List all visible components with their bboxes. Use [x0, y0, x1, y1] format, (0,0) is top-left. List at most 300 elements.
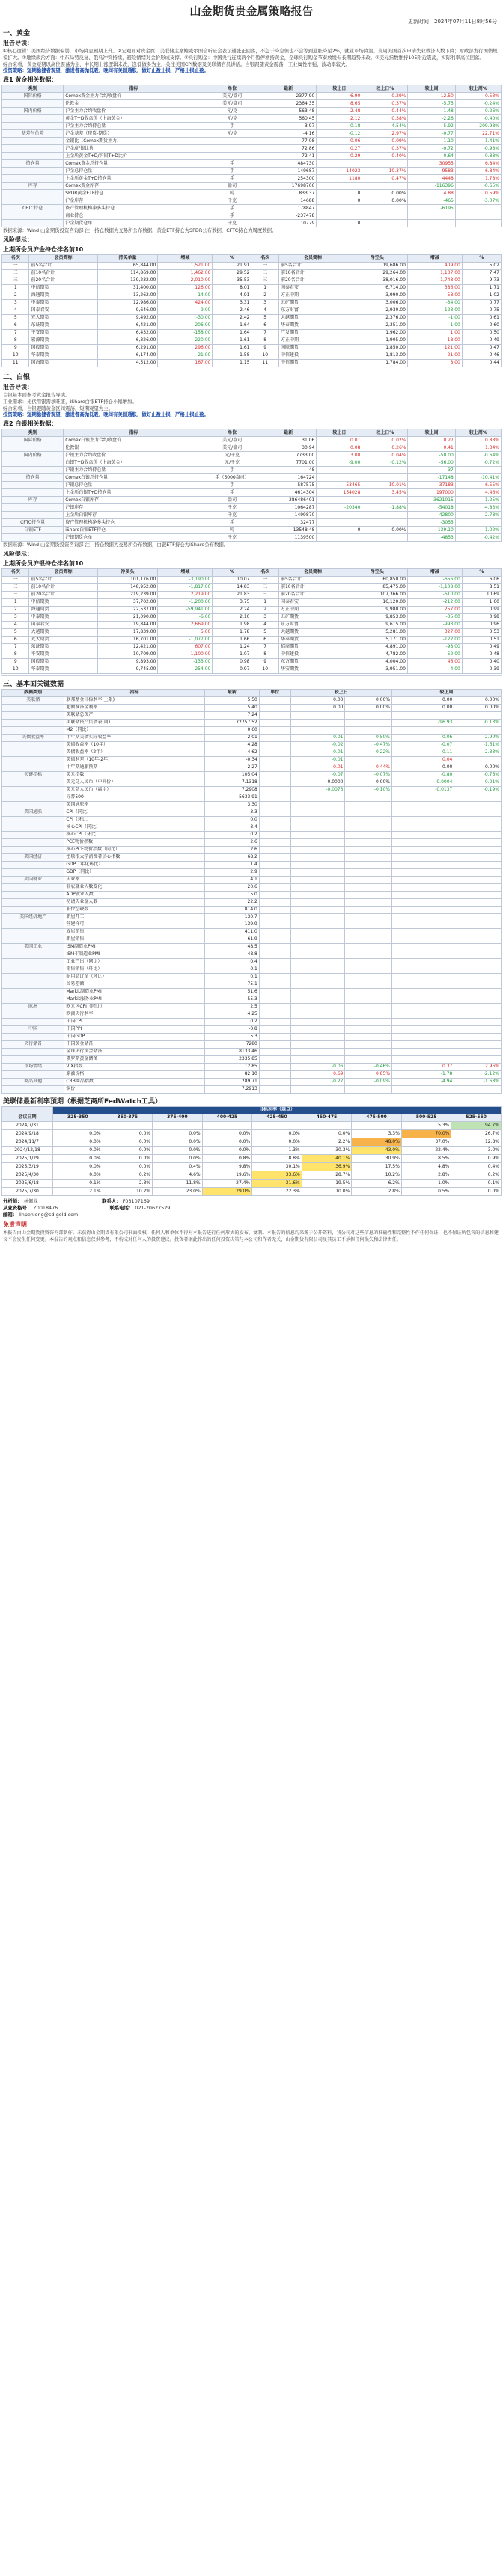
gold-cell-d1: [317, 212, 362, 220]
silver-guide-title: 报告导读：: [3, 383, 33, 390]
gold-rank-cell: 宏源期货: [29, 337, 97, 344]
gold-cell-w1p: -0.24%: [455, 100, 501, 108]
gold-rank-cell: -206.00: [158, 322, 213, 329]
macro-cell-unit: [259, 973, 290, 981]
silver-row: [2, 489, 502, 497]
gold-cell-d1p: 0.44%: [362, 108, 408, 115]
gold-cell-d1p: [362, 212, 408, 220]
gold-guide-title: 报告导读：: [3, 40, 33, 46]
silver-cell-w1p: 1.34%: [455, 444, 501, 452]
macro-row: [2, 936, 502, 943]
macro-cell-d1p: 0.85%: [345, 1070, 392, 1078]
fw-prob-cell: [53, 1121, 103, 1129]
fw-prob-cell: 3.0%: [451, 1146, 502, 1154]
silver-cell-unit: 吨: [204, 527, 260, 534]
silver-cell-unit: 美元/盎司: [204, 437, 260, 444]
gold-rank-h-vol: 持买单量: [97, 254, 158, 262]
gold-rank-cell: 386.00: [407, 284, 462, 292]
macro-cell-cat: [2, 921, 64, 928]
gold-rank-cell: 3: [252, 299, 278, 307]
silver-h-last: 最新: [260, 429, 317, 437]
macro-cell-unit: [259, 936, 290, 943]
gold-cell-d1p: 10.37%: [362, 168, 408, 175]
gold-cell-last: 3.97: [260, 123, 317, 130]
macro-cell-unit: [259, 988, 290, 996]
macro-cell-w1: [392, 1011, 454, 1018]
macro-cell-d1: [290, 958, 345, 966]
macro-row: [2, 876, 502, 883]
gold-rank-cell: 0.49: [462, 337, 501, 344]
gold-cell-w1: -5.75: [408, 100, 455, 108]
gold-cell-w1: -1.10: [408, 138, 455, 145]
cert-id: Z0018476: [33, 1204, 58, 1211]
silver-cell-d1p: [362, 519, 408, 527]
gold-rank-h-rank2: 名次: [252, 254, 278, 262]
silver-rank-cell: 3: [2, 613, 29, 621]
fw-prob-cell: 0.0%: [451, 1187, 502, 1195]
gold-cell-d1p: 0.38%: [362, 115, 408, 123]
macro-cell-w1: -4.94: [392, 1078, 454, 1085]
macro-cell-cat: [2, 928, 64, 936]
macro-cell-w1p: [454, 809, 502, 816]
silver-cell-d1: -20340: [317, 504, 362, 512]
gold-rank-cell: 31,400.00: [97, 284, 158, 292]
contact-label: 联系人：: [102, 1197, 121, 1204]
macro-row: [2, 786, 502, 794]
gold-cell-d1p: [362, 220, 408, 227]
silver-rank-cell: 0.53: [462, 628, 501, 636]
macro-cell-d1p: [345, 996, 392, 1003]
silver-cell-unit: 手: [204, 482, 260, 489]
macro-cell-cat: [2, 1048, 64, 1055]
gold-rank-cell: 大越期货: [278, 314, 347, 322]
silver-rank-cell: -6.00: [158, 613, 213, 621]
gold-row: [2, 197, 502, 205]
silver-rank-cell: 东证期货: [29, 643, 97, 651]
silver-h-d1: 较上日: [317, 429, 362, 437]
macro-cell-unit: [259, 1040, 290, 1048]
gold-cell-unit: 千克: [204, 197, 260, 205]
macro-cell-last: 68.2: [204, 853, 259, 861]
macro-cell-unit: [259, 764, 290, 771]
fw-prob-cell: 0.0%: [53, 1146, 103, 1154]
macro-cell-d1p: [345, 816, 392, 824]
gold-h-d1: 较上日: [317, 85, 362, 93]
silver-rank-cell: 前10名合计: [278, 583, 347, 591]
report-title: 山金期货贵金属策略报告: [189, 4, 314, 18]
macro-cell-last: 2335.85: [204, 1055, 259, 1063]
gold-cell-cat: [2, 138, 64, 145]
macro-cell-d1: 0.00: [290, 696, 345, 704]
macro-cell-unit: [259, 809, 290, 816]
macro-cell-w1: [392, 838, 454, 846]
macro-cell-w1: -0.11: [392, 749, 454, 756]
silver-cell-w1p: -1.25%: [455, 497, 501, 504]
gold-rank-cell: 1,521.00: [158, 262, 213, 269]
fw-prob-cell: 0.4%: [153, 1162, 203, 1171]
fw-date: 2025/7/30: [2, 1187, 53, 1195]
macro-cell-unit: [259, 853, 290, 861]
fw-prob-cell: 1.3%: [252, 1146, 302, 1154]
silver-rank-cell: 东方财富: [278, 621, 347, 628]
macro-cell-last: 2.9: [204, 868, 259, 876]
macro-cell-d1: [290, 816, 345, 824]
silver-cell-cat: [2, 444, 64, 452]
macro-cell-unit: [259, 966, 290, 973]
fw-prob-cell: 40.1%: [302, 1154, 352, 1162]
silver-cell-d1p: [362, 512, 408, 519]
fw-prob-cell: 1.0%: [401, 1179, 451, 1187]
macro-cell-cat: [2, 846, 64, 853]
silver-cell-unit: 手: [204, 489, 260, 497]
fw-prob-cell: 0.0%: [252, 1129, 302, 1138]
email-address[interactable]: linpenlong@sd-gold.com: [19, 1211, 79, 1218]
silver-rank-row: [2, 628, 502, 636]
macro-cell-name: 非农就业人数变化: [64, 883, 205, 891]
macro-cell-d1: [290, 981, 345, 988]
silver-cell-name: Comex白银库存: [64, 497, 204, 504]
silver-rank-cell: 2,669.00: [158, 621, 213, 628]
silver-cell-w1: 0.27: [408, 437, 455, 444]
gold-rank-title: 上期所会员沪金持仓排名前10: [3, 245, 84, 253]
macro-row: [2, 756, 502, 764]
gold-row: [2, 138, 502, 145]
fw-h-2: 350-375: [103, 1114, 153, 1121]
silver-rank-cell: 0.99: [462, 606, 501, 613]
gold-cell-d1: 8.65: [317, 100, 362, 108]
gold-rank-cell: 2,010.00: [158, 277, 213, 284]
gold-cell-name: 金银比（Comex期货主力）: [64, 138, 204, 145]
macro-cell-cat: [2, 749, 64, 756]
macro-cell-unit: [259, 958, 290, 966]
gold-rank-cell: 一: [2, 262, 29, 269]
silver-cell-last: 7733.00: [260, 452, 317, 459]
gold-rank-cell: 9,646.00: [97, 307, 158, 314]
macro-cell-w1: [392, 958, 454, 966]
silver-h-w1: 较上周: [408, 429, 455, 437]
gold-cell-cat: [2, 153, 64, 160]
gold-cell-name: 沪金/沪银比价: [64, 145, 204, 153]
gold-cell-cat: 持仓量: [2, 160, 64, 168]
macro-cell-w1p: [454, 973, 502, 981]
gold-row: [2, 220, 502, 227]
gold-cell-d1p: 0.37%: [362, 145, 408, 153]
macro-cell-unit: [259, 824, 290, 831]
gold-cell-name: 沪金主力合约持仓量: [64, 123, 204, 130]
macro-cell-d1: [290, 711, 345, 719]
fw-prob-cell: 0.1%: [451, 1179, 502, 1187]
macro-cell-last: 0.1: [204, 973, 259, 981]
gold-rank-row: [2, 344, 502, 352]
macro-cell-w1p: [454, 846, 502, 853]
silver-rank-cell: 二: [2, 583, 29, 591]
silver-cell-w1p: -0.64%: [455, 452, 501, 459]
macro-cell-w1p: -0.13%: [454, 719, 502, 726]
macro-cell-w1: [392, 809, 454, 816]
silver-cell-name: 白银T+D收盘价（上海黄金）: [64, 459, 204, 467]
macro-cell-cat: [2, 816, 64, 824]
macro-cell-w1p: [454, 831, 502, 838]
gold-cell-d1p: 0.09%: [362, 138, 408, 145]
silver-cell-d1p: 0.02%: [362, 437, 408, 444]
macro-cell-w1: -0.0137: [392, 786, 454, 794]
silver-rank-cell: 17,839.00: [97, 628, 158, 636]
gold-rank-cell: 1,813.00: [347, 352, 408, 359]
macro-row: [2, 1025, 502, 1033]
macro-cell-name: 铜价: [64, 1085, 205, 1093]
fw-prob-cell: 33.6%: [252, 1171, 302, 1179]
macro-cell-last: 2.6: [204, 838, 259, 846]
gold-rank-cell: 2.42: [213, 314, 252, 322]
fw-prob-cell: 0.8%: [202, 1154, 252, 1162]
macro-cell-w1p: [454, 794, 502, 801]
gold-cell-d1p: 0.00%: [362, 190, 408, 197]
silver-row: [2, 527, 502, 534]
fw-prob-cell: 22.3%: [252, 1187, 302, 1195]
macro-cell-d1: [290, 891, 345, 898]
gold-rank-row: [2, 277, 502, 284]
gold-rank-row: [2, 292, 502, 299]
gold-rank-cell: 21.00: [407, 352, 462, 359]
gold-rank-cell: 2: [252, 292, 278, 299]
gold-cell-d1p: 0.37%: [362, 100, 408, 108]
macro-cell-cat: 美联储: [2, 696, 64, 704]
fw-h-5: 425-450: [252, 1114, 302, 1121]
gold-rank-cell: 126.00: [158, 284, 213, 292]
macro-cell-unit: [259, 951, 290, 958]
macro-cell-name: 工业产出（同比）: [64, 958, 205, 966]
gold-cell-last: 833.37: [260, 190, 317, 197]
silver-rank-cell: 607.00: [158, 643, 213, 651]
gold-cell-w1p: -1.41%: [455, 138, 501, 145]
macro-cell-w1p: -0.01%: [454, 779, 502, 786]
fw-prob-cell: 11.8%: [153, 1179, 203, 1187]
gold-cell-unit: 手: [204, 168, 260, 175]
silver-guide-2: 工业需求：光伏用银需求旺盛，iShare白银ETF持仓小幅增加。: [3, 398, 137, 405]
macro-cell-w1: 0.04: [392, 756, 454, 764]
macro-cell-unit: [259, 816, 290, 824]
macro-cell-d1: [290, 913, 345, 921]
silver-rank-cell: 0.40: [462, 658, 501, 666]
gold-cell-d1p: 0.40%: [362, 153, 408, 160]
macro-cell-unit: [259, 726, 290, 734]
silver-rank-cell: 2.10: [213, 613, 252, 621]
silver-rank-cell: 9,853.00: [347, 613, 408, 621]
gold-rank-cell: 广发期货: [278, 329, 347, 337]
macro-cell-d1p: [345, 943, 392, 951]
silver-rank-cell: 2: [252, 606, 278, 613]
gold-cell-cat: 库存: [2, 183, 64, 190]
macro-cell-w1: [392, 996, 454, 1003]
macro-cell-d1: -0.01: [290, 734, 345, 741]
macro-cell-name: Markit服务业PMI: [64, 996, 205, 1003]
macro-cell-d1p: [345, 726, 392, 734]
gold-rank-cell: -220.00: [158, 337, 213, 344]
macro-cell-w1p: [454, 1048, 502, 1055]
gold-cell-cat: [2, 212, 64, 220]
macro-cell-w1: [392, 1018, 454, 1025]
silver-rank-cell: 85,475.00: [347, 583, 408, 591]
gold-rank-cell: 五矿期货: [278, 299, 347, 307]
gold-cell-unit: 元/克: [204, 108, 260, 115]
silver-rank-cell: 4,782.00: [347, 651, 408, 658]
silver-rank-h-long: 净多头: [97, 568, 158, 576]
macro-cell-last: 2.6: [204, 846, 259, 853]
macro-cell-w1p: -0.19%: [454, 786, 502, 794]
macro-cell-w1p: -0.76%: [454, 771, 502, 779]
silver-cell-d1p: 0.00%: [362, 527, 408, 534]
macro-h-cat: 数据类别: [2, 689, 64, 696]
macro-cell-last: 72757.52: [204, 719, 259, 726]
gold-cell-last: -237478: [260, 212, 317, 220]
silver-row: [2, 452, 502, 459]
fw-h-6: 450-475: [302, 1114, 352, 1121]
silver-cell-w1p: 0.88%: [455, 437, 501, 444]
macro-cell-name: 欧洲央行利率: [64, 1011, 205, 1018]
fw-prob-cell: 0.0%: [302, 1129, 352, 1138]
gold-rank-cell: 3,006.00: [347, 299, 408, 307]
silver-cell-d1p: [362, 474, 408, 482]
gold-cell-d1: -0.18: [317, 123, 362, 130]
macro-cell-name: 成屋销售: [64, 928, 205, 936]
gold-rank-cell: 8.01: [213, 284, 252, 292]
macro-cell-d1p: [345, 876, 392, 883]
gold-rank-cell: 1,137.00: [407, 269, 462, 277]
macro-cell-cat: [2, 883, 64, 891]
gold-rank-cell: 9: [252, 344, 278, 352]
silver-rank-cell: 4,891.00: [347, 643, 408, 651]
gold-cell-name: 伦敦金: [64, 100, 204, 108]
fw-prob-cell: 31.6%: [252, 1179, 302, 1187]
gold-cell-d1p: -4.54%: [362, 123, 408, 130]
fw-prob-cell: 30.3%: [302, 1146, 352, 1154]
macro-cell-name: 中国PPI: [64, 1025, 205, 1033]
macro-cell-last: 0.4: [204, 958, 259, 966]
macro-cell-w1: [392, 1025, 454, 1033]
silver-rank-cell: 二: [252, 583, 278, 591]
gold-rank-cell: -1.00: [407, 322, 462, 329]
gold-rank-cell: 1.02: [462, 292, 501, 299]
macro-cell-cat: [2, 726, 64, 734]
macro-cell-d1: -0.01: [290, 749, 345, 756]
gold-rank-cell: 东方财富: [278, 307, 347, 314]
macro-cell-d1p: [345, 966, 392, 973]
gold-cell-unit: 手: [204, 123, 260, 130]
macro-cell-name: CPI（环比）: [64, 816, 205, 824]
silver-cell-cat: 库存: [2, 497, 64, 504]
macro-cell-name: 美联储总资产: [64, 711, 205, 719]
macro-cell-d1: [290, 1018, 345, 1025]
silver-rank-cell: 0.49: [462, 643, 501, 651]
gold-cell-d1: 0: [317, 190, 362, 197]
macro-cell-unit: [259, 1025, 290, 1033]
gold-guide-2: 综合来看，黄金短期以高位震荡为主，中长期上涨逻辑未改，逢低做多为主，关注美国CPI数据及美联储官员讲话。白银跟随黄金震荡，工业属性增强，波动率较大。: [3, 61, 350, 67]
macro-cell-w1p: [454, 816, 502, 824]
macro-cell-d1p: 0.44%: [345, 764, 392, 771]
silver-rank-cell: 5: [2, 628, 29, 636]
macro-cell-last: 3.3: [204, 809, 259, 816]
macro-cell-d1p: [345, 756, 392, 764]
gold-rank-cell: 1,784.00: [347, 359, 408, 367]
macro-cell-w1p: [454, 1018, 502, 1025]
gold-rank-cell: 0.75: [462, 307, 501, 314]
macro-cell-name: VIX指数: [64, 1063, 205, 1070]
fw-prob-cell: 2.3%: [103, 1179, 153, 1187]
gold-rank-cell: -14.00: [158, 292, 213, 299]
macro-row: [2, 898, 502, 906]
macro-cell-w1p: [454, 1003, 502, 1011]
gold-rank-cell: 国海期货: [29, 359, 97, 367]
macro-row: [2, 779, 502, 786]
macro-cell-w1p: [454, 868, 502, 876]
macro-cell-d1p: [345, 913, 392, 921]
macro-row: [2, 906, 502, 913]
gold-cell-last: 10779: [260, 220, 317, 227]
macro-cell-d1p: [345, 838, 392, 846]
gold-cell-cat: [2, 145, 64, 153]
silver-cell-w1p: [455, 519, 501, 527]
gold-rank-cell: 10: [252, 352, 278, 359]
gold-cell-name: 沪金主力合约收盘价: [64, 108, 204, 115]
macro-cell-cat: [2, 951, 64, 958]
macro-data-table: [1, 689, 502, 1094]
macro-cell-d1p: [345, 1025, 392, 1033]
macro-cell-w1p: [454, 876, 502, 883]
macro-cell-cat: [2, 1033, 64, 1040]
macro-cell-unit: [259, 891, 290, 898]
macro-cell-cat: [2, 973, 64, 981]
fw-prob-cell: 23.0%: [153, 1187, 203, 1195]
macro-cell-d1: 0.01: [290, 764, 345, 771]
silver-cell-last: 31.06: [260, 437, 317, 444]
macro-cell-last: 8133.46: [204, 1048, 259, 1055]
fw-prob-cell: 10.0%: [302, 1187, 352, 1195]
gold-rank-h-chg2: 增减: [407, 254, 462, 262]
macro-cell-w1: [392, 1085, 454, 1093]
fw-prob-cell: 48.0%: [352, 1138, 402, 1146]
macro-cell-w1p: -2.90%: [454, 734, 502, 741]
gold-cell-cat: 基差与价差: [2, 130, 64, 138]
email-label: 邮箱：: [3, 1211, 18, 1218]
gold-rank-cell: 1.61: [213, 344, 252, 352]
silver-rank-cell: 前10名合计: [29, 583, 97, 591]
gold-rank-cell: 华泰期货: [29, 352, 97, 359]
macro-cell-d1p: [345, 921, 392, 928]
macro-cell-d1: [290, 868, 345, 876]
gold-rank-cell: 9.73: [462, 277, 501, 284]
gold-cell-name: 上金所黄金T+D持仓量: [64, 175, 204, 183]
macro-cell-unit: [259, 741, 290, 749]
gold-cell-w1p: 22.71%: [455, 130, 501, 138]
macro-cell-w1: [392, 1055, 454, 1063]
gold-rank-row: [2, 329, 502, 337]
fw-prob-cell: 17.5%: [352, 1162, 402, 1171]
silver-row: [2, 534, 502, 542]
silver-rank-h-rank: 名次: [2, 568, 29, 576]
gold-cell-w1p: -0.40%: [455, 115, 501, 123]
fw-prob-cell: 0.0%: [53, 1162, 103, 1171]
fw-prob-cell: [202, 1121, 252, 1129]
macro-cell-cat: [2, 801, 64, 809]
silver-rank-cell: 一: [252, 576, 278, 583]
macro-cell-w1p: [454, 951, 502, 958]
macro-cell-d1: [290, 824, 345, 831]
gold-cell-unit: 元/克: [204, 115, 260, 123]
silver-cell-d1p: -1.88%: [362, 504, 408, 512]
macro-cell-name: 欧元区CPI（同比）: [64, 1003, 205, 1011]
silver-rank-row: [2, 651, 502, 658]
silver-rank-cell: -1,817.00: [158, 583, 213, 591]
